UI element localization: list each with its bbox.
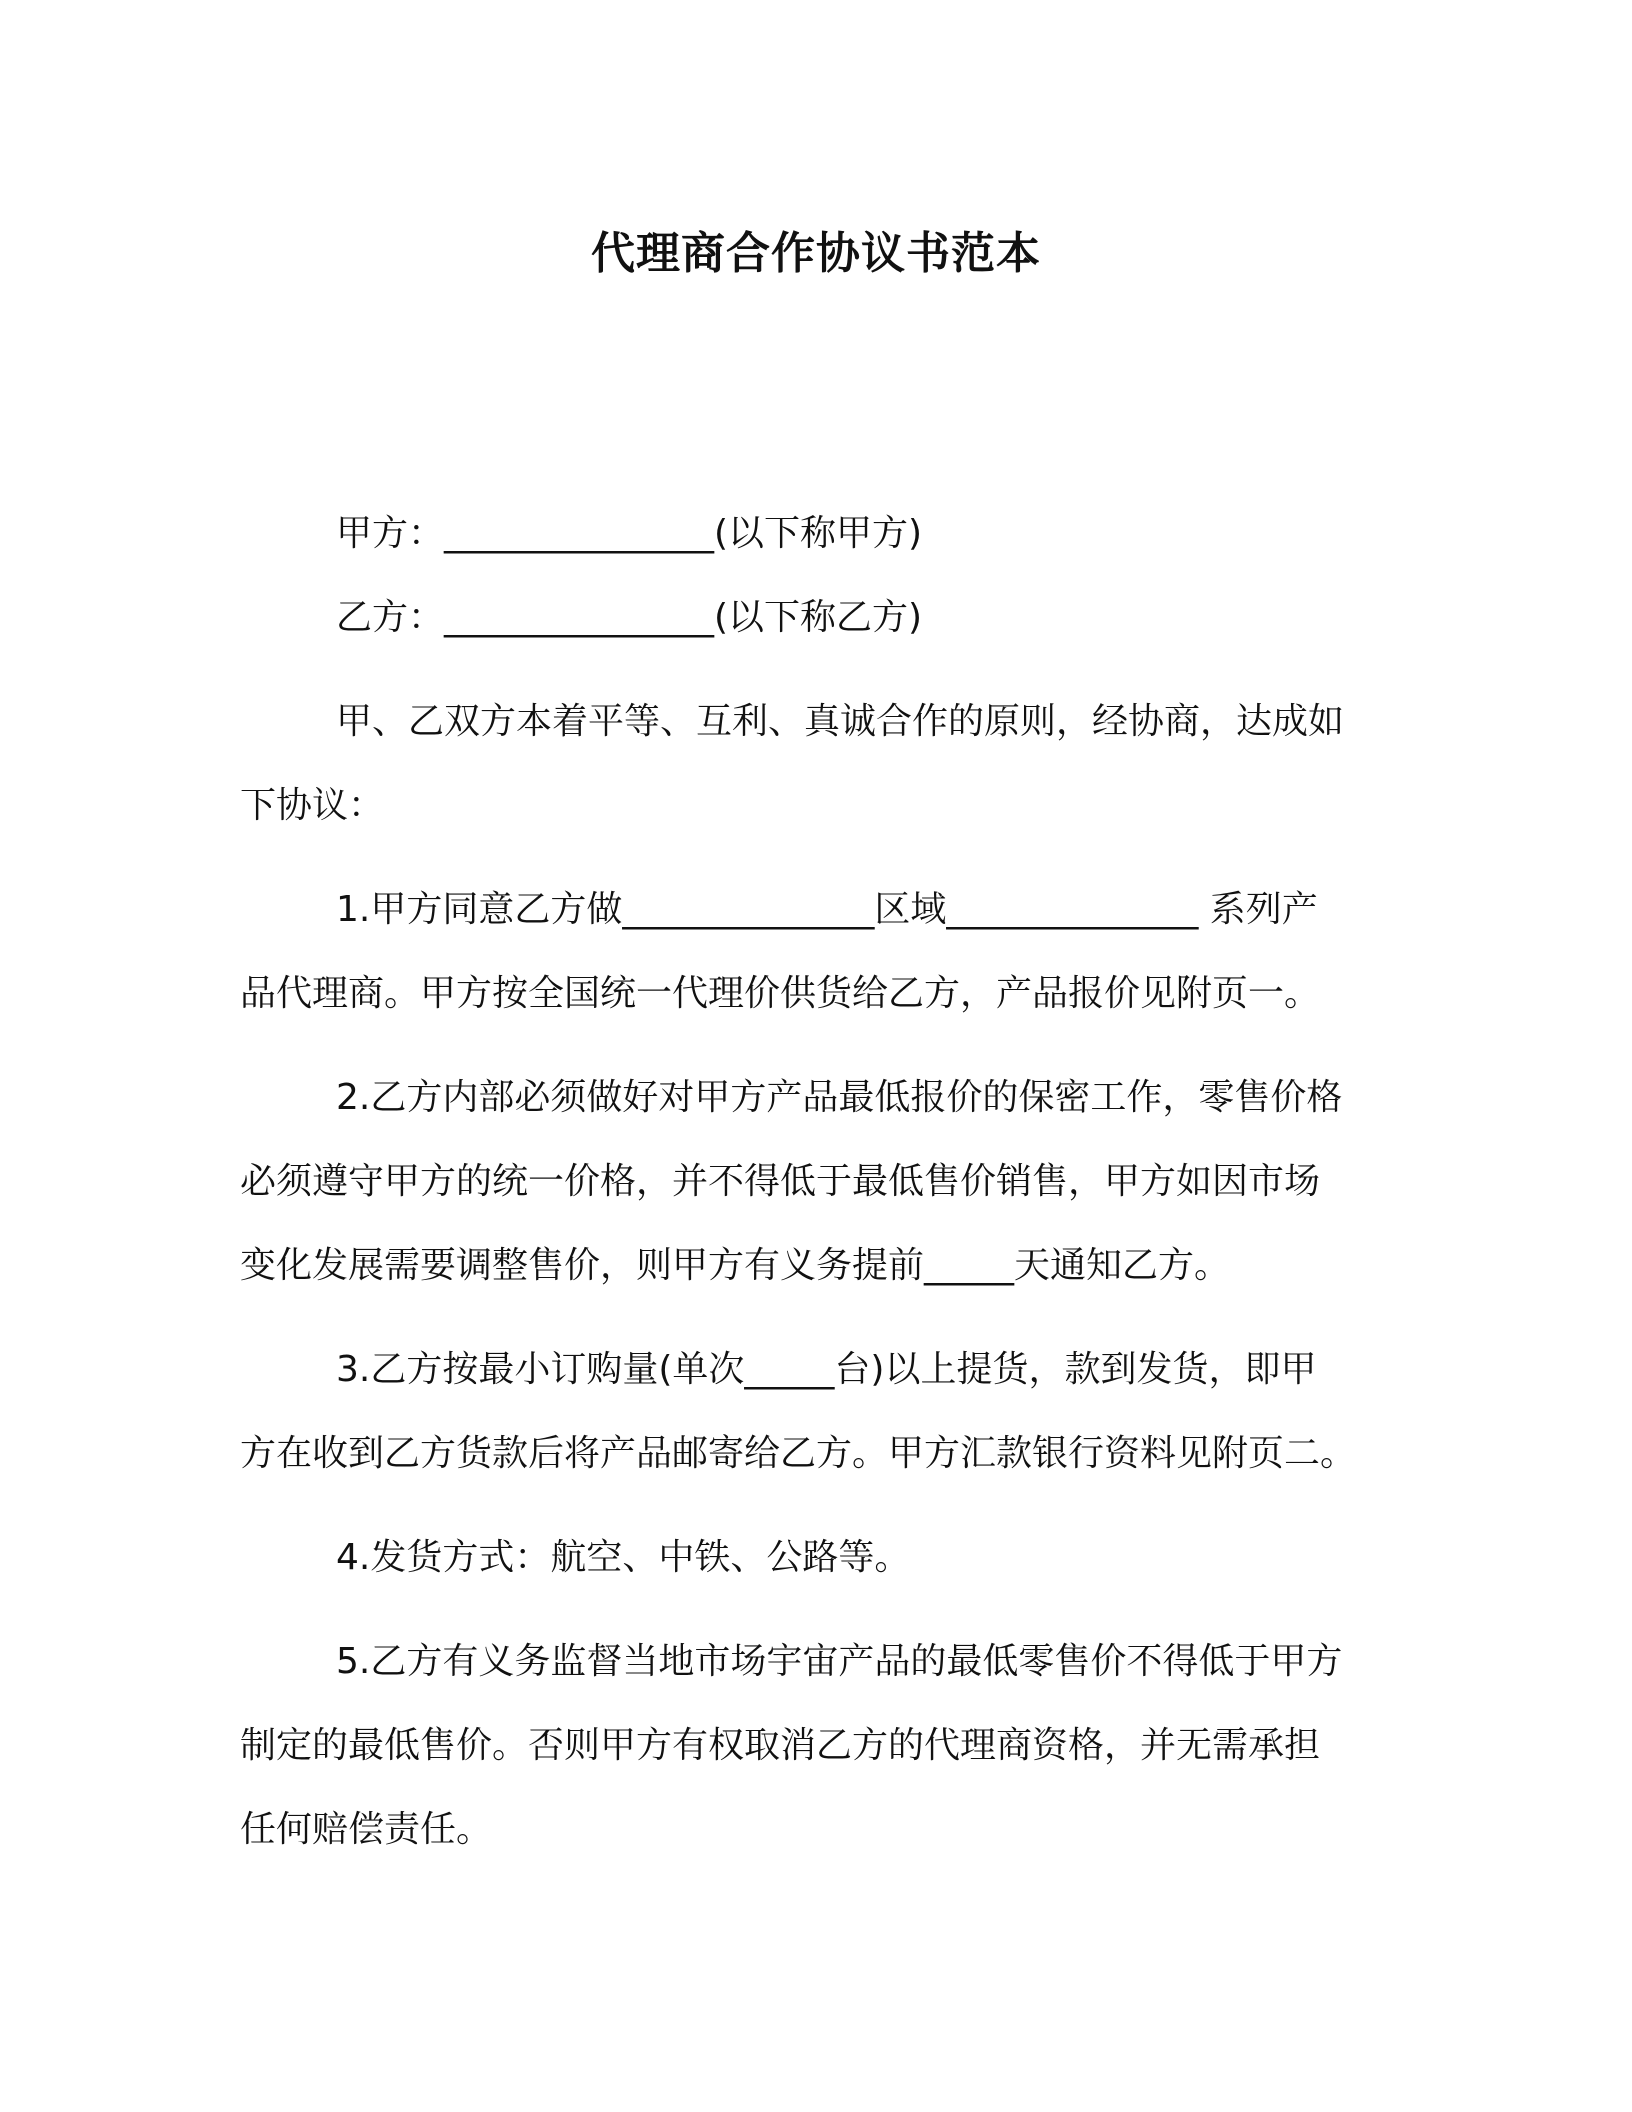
party-b-line: 乙方：_______________(以下称乙方) bbox=[336, 597, 923, 638]
clause-2-line-1: 2.乙方内部必须做好对甲方产品最低报价的保密工作，零售价格 bbox=[336, 1077, 1343, 1118]
clause-1-line-1: 1.甲方同意乙方做______________区域______________ 系列产 bbox=[336, 889, 1318, 930]
document-body bbox=[240, 492, 1372, 1872]
document-title: 代理商合作协议书范本 bbox=[591, 228, 1041, 279]
party-a-line: 甲方：_______________(以下称甲方) bbox=[336, 513, 923, 554]
clause-2-line-3: 变化发展需要调整售价，则甲方有义务提前_____天通知乙方。 bbox=[240, 1245, 1231, 1286]
clause-5-line-2: 制定的最低售价。否则甲方有权取消乙方的代理商资格，并无需承担 bbox=[240, 1725, 1321, 1766]
intro-line-1: 甲、乙双方本着平等、互利、真诚合作的原则，经协商，达成如 bbox=[336, 701, 1345, 742]
clause-1-line-2: 品代理商。甲方按全国统一代理价供货给乙方，产品报价见附页一。 bbox=[240, 973, 1321, 1014]
clause-4-line-1: 4.发货方式：航空、中铁、公路等。 bbox=[336, 1537, 911, 1578]
intro-line-2: 下协议： bbox=[240, 785, 385, 826]
clause-3-line-2: 方在收到乙方货款后将产品邮寄给乙方。甲方汇款银行资料见附页二。 bbox=[240, 1433, 1357, 1474]
clause-2-line-2: 必须遵守甲方的统一价格，并不得低于最低售价销售，甲方如因市场 bbox=[240, 1161, 1321, 1202]
clause-5-line-3: 任何赔偿责任。 bbox=[240, 1809, 493, 1850]
clause-5-line-1: 5.乙方有义务监督当地市场宇宙产品的最低零售价不得低于甲方 bbox=[336, 1641, 1343, 1682]
clause-3-line-1: 3.乙方按最小订购量(单次_____台)以上提货，款到发货，即甲 bbox=[336, 1349, 1317, 1390]
